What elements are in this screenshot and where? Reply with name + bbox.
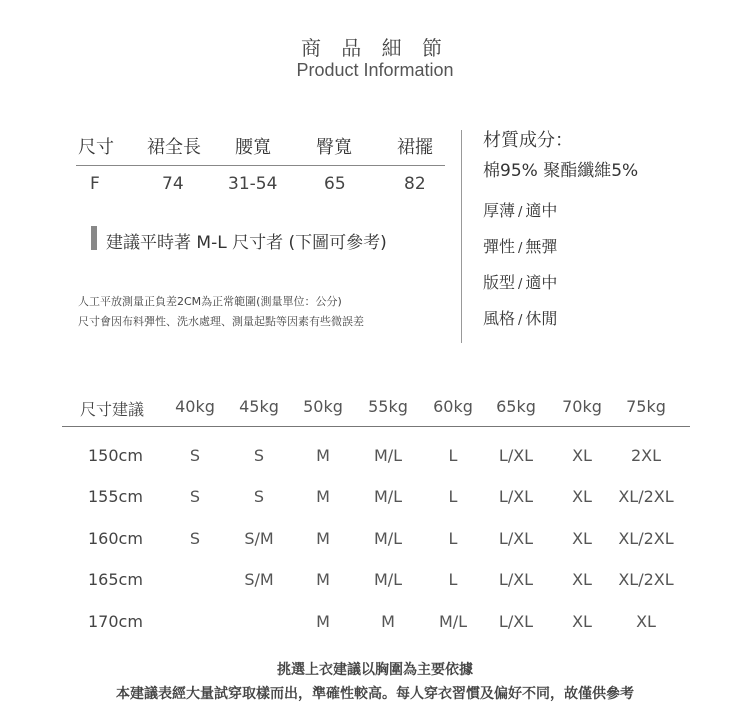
rec-cell: XL [572,446,592,465]
rec-row-height: 165cm [88,570,143,589]
rec-cell: XL [572,612,592,631]
attr-value: 適中 [525,201,558,220]
attr-fit [483,270,557,293]
rec-cell: XL/2XL [618,487,674,506]
rec-header-weight: 75kg [626,397,666,416]
size-value-size: F [90,174,100,194]
rec-cell: L/XL [498,612,534,631]
rec-cell: M [316,529,330,548]
attr-thickness [483,198,557,221]
rec-header-weight: 50kg [303,397,343,416]
attr-label: 彈性 [483,237,516,256]
rec-header-weight: 70kg [562,397,602,416]
rec-cell: S/M [244,529,274,548]
rec-cell: S [189,487,201,506]
attr-separator: / [518,277,523,292]
rec-row-height: 155cm [88,487,143,506]
rec-cell: S [253,487,265,506]
rec-table-divider [62,426,690,427]
size-header-size: 尺寸 [78,137,114,158]
footer-line-2: 本建議表經大量試穿取樣而出，準確性較高。每人穿衣習慣及偏好不同，故僅供參考 [116,686,634,702]
rec-cell: L [448,529,458,548]
rec-cell: S/M [244,570,274,589]
attr-separator: / [518,205,523,220]
page-title: 商 品 細 節 [300,36,450,60]
rec-cell: L/XL [498,570,534,589]
rec-cell: M/L [373,446,403,465]
rec-cell: XL [636,612,656,631]
size-header-length: 裙全長 [147,137,201,158]
rec-header-weight: 45kg [239,397,279,416]
attr-separator: / [518,313,523,328]
size-header-hip: 臀寬 [316,137,352,158]
rec-cell: L/XL [498,446,534,465]
rec-header-weight: 40kg [175,397,215,416]
size-value-waist: 31-54 [228,174,278,194]
rec-cell: L/XL [498,529,534,548]
attr-elasticity [483,234,557,257]
attr-label: 版型 [483,273,516,292]
rec-cell: M/L [373,570,403,589]
size-value-hem: 82 [404,174,426,194]
size-header-hem: 裙擺 [397,137,433,158]
rec-cell: M [316,612,330,631]
rec-cell: XL [572,529,592,548]
rec-cell: M [381,612,395,631]
rec-cell: XL [572,570,592,589]
size-value-hip: 65 [324,174,346,194]
rec-cell: M/L [373,529,403,548]
column-divider [461,130,462,343]
rec-cell: M/L [438,612,468,631]
rec-cell: M [316,446,330,465]
attr-value: 適中 [525,273,558,292]
rec-cell: XL/2XL [618,529,674,548]
rec-cell: 2XL [630,446,662,465]
note-accent-bar [91,226,97,250]
rec-cell: L [448,487,458,506]
rec-header-weight: 55kg [368,397,408,416]
rec-row-height: 160cm [88,529,143,548]
attr-value: 無彈 [525,237,558,256]
attr-label: 風格 [483,309,516,328]
attr-style [483,306,557,329]
rec-cell: M [316,570,330,589]
rec-cell: M [316,487,330,506]
rec-cell: S [253,446,265,465]
attr-separator: / [518,241,523,256]
rec-cell: S [189,446,201,465]
rec-cell: S [189,529,201,548]
material-title: 材質成分： [483,130,573,151]
size-header-waist: 腰寬 [235,137,271,158]
note-line-1: 人工平放測量正負差2CM為正常範圍(測量單位：公分) [78,295,342,308]
rec-row-height: 170cm [88,612,143,631]
rec-cell: XL/2XL [618,570,674,589]
rec-header-weight: 65kg [496,397,536,416]
note-line-2: 尺寸會因布料彈性、洗水處理、測量起點等因素有些微誤差 [78,315,364,328]
attr-label: 厚薄 [483,201,516,220]
rec-cell: L/XL [498,487,534,506]
rec-header-label: 尺寸建議 [80,400,145,419]
rec-cell: L [448,570,458,589]
material-value: 棉95% 聚酯纖維5% [483,161,639,181]
note-headline: 建議平時著 M-L 尺寸者 (下圖可參考) [106,233,387,253]
rec-row-height: 150cm [88,446,143,465]
rec-cell: M/L [373,487,403,506]
page-subtitle: Product Information [296,60,454,80]
rec-cell: L [448,446,458,465]
rec-header-weight: 60kg [433,397,473,416]
attr-value: 休閒 [525,309,558,328]
footer-line-1: 挑選上衣建議以胸圍為主要依據 [277,662,473,678]
size-table-divider [76,165,445,166]
size-value-length: 74 [162,174,184,194]
rec-cell: XL [572,487,592,506]
